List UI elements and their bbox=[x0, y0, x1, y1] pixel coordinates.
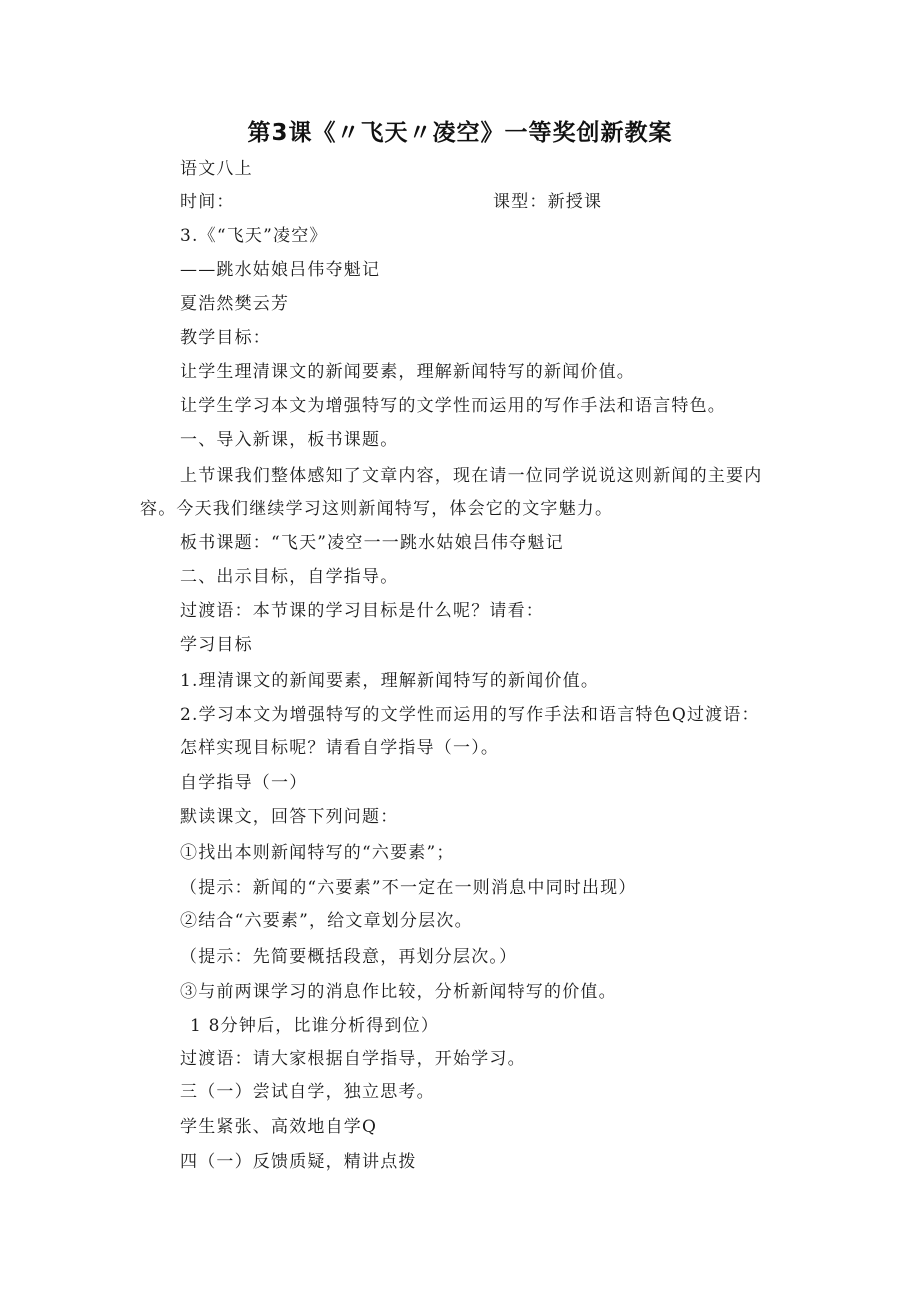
lesson-heading: 3.《“飞天”凌空》 bbox=[180, 226, 328, 246]
section-heading: 一、导入新课，板书课题。 bbox=[180, 430, 399, 450]
paragraph: 板书课题：“飞天”凌空一一跳水姑娘吕伟夺魁记 bbox=[180, 533, 564, 553]
subject-grade: 语文八上 bbox=[180, 159, 253, 179]
list-item: 1.理清课文的新闻要素，理解新闻特写的新闻价值。 bbox=[180, 671, 600, 691]
paragraph: 容。今天我们继续学习这则新闻特写，体会它的文字魅力。 bbox=[140, 499, 614, 519]
time-note: 1 8分钟后，比谁分析得到位） bbox=[190, 1016, 440, 1036]
list-item: ①找出本则新闻特写的“六要素”； bbox=[180, 843, 455, 863]
list-item: 2.学习本文为增强特写的文学性而运用的写作手法和语言特色Q过渡语： bbox=[180, 705, 760, 725]
list-item: ③与前两课学习的消息作比较，分析新闻特写的价值。 bbox=[180, 982, 617, 1002]
hint-note: （提示：新闻的“六要素”不一定在一则消息中同时出现） bbox=[180, 878, 637, 898]
section-heading: 三（一）尝试自学，独立思考。 bbox=[180, 1082, 435, 1102]
section-heading: 自学指导（一） bbox=[180, 773, 308, 793]
paragraph: 学生紧张、高效地自学Q bbox=[180, 1117, 378, 1137]
time-label: 时间： bbox=[180, 192, 235, 212]
paragraph: 默读课文，回答下列问题： bbox=[180, 807, 399, 827]
paragraph: 上节课我们整体感知了文章内容，现在请一位同学说说这则新闻的主要内 bbox=[180, 466, 763, 486]
section-heading: 教学目标： bbox=[180, 328, 271, 348]
paragraph: 让学生理清课文的新闻要素，理解新闻特写的新闻价值。 bbox=[180, 362, 635, 382]
paragraph: 过渡语：本节课的学习目标是什么呢？请看： bbox=[180, 601, 544, 621]
authors: 夏浩然樊云芳 bbox=[180, 294, 290, 314]
paragraph: 让学生学习本文为增强特写的文学性而运用的写作手法和语言特色。 bbox=[180, 396, 726, 416]
section-heading: 二、出示目标，自学指导。 bbox=[180, 567, 399, 587]
lesson-type: 课型：新授课 bbox=[493, 192, 603, 212]
section-heading: 四（一）反馈质疑，精讲点拨 bbox=[180, 1152, 417, 1172]
paragraph: 怎样实现目标呢？请看自学指导（一）。 bbox=[180, 738, 500, 758]
paragraph: 过渡语：请大家根据自学指导，开始学习。 bbox=[180, 1049, 526, 1069]
list-item: ②结合“六要素”，给文章划分层次。 bbox=[180, 911, 473, 931]
lesson-subtitle: ——跳水姑娘吕伟夺魁记 bbox=[180, 260, 381, 280]
hint-note: （提示：先简要概括段意，再划分层次。） bbox=[180, 947, 518, 967]
document-title: 第3课《〃飞天〃凌空》一等奖创新教案 bbox=[247, 120, 673, 146]
section-heading: 学习目标 bbox=[180, 635, 253, 655]
